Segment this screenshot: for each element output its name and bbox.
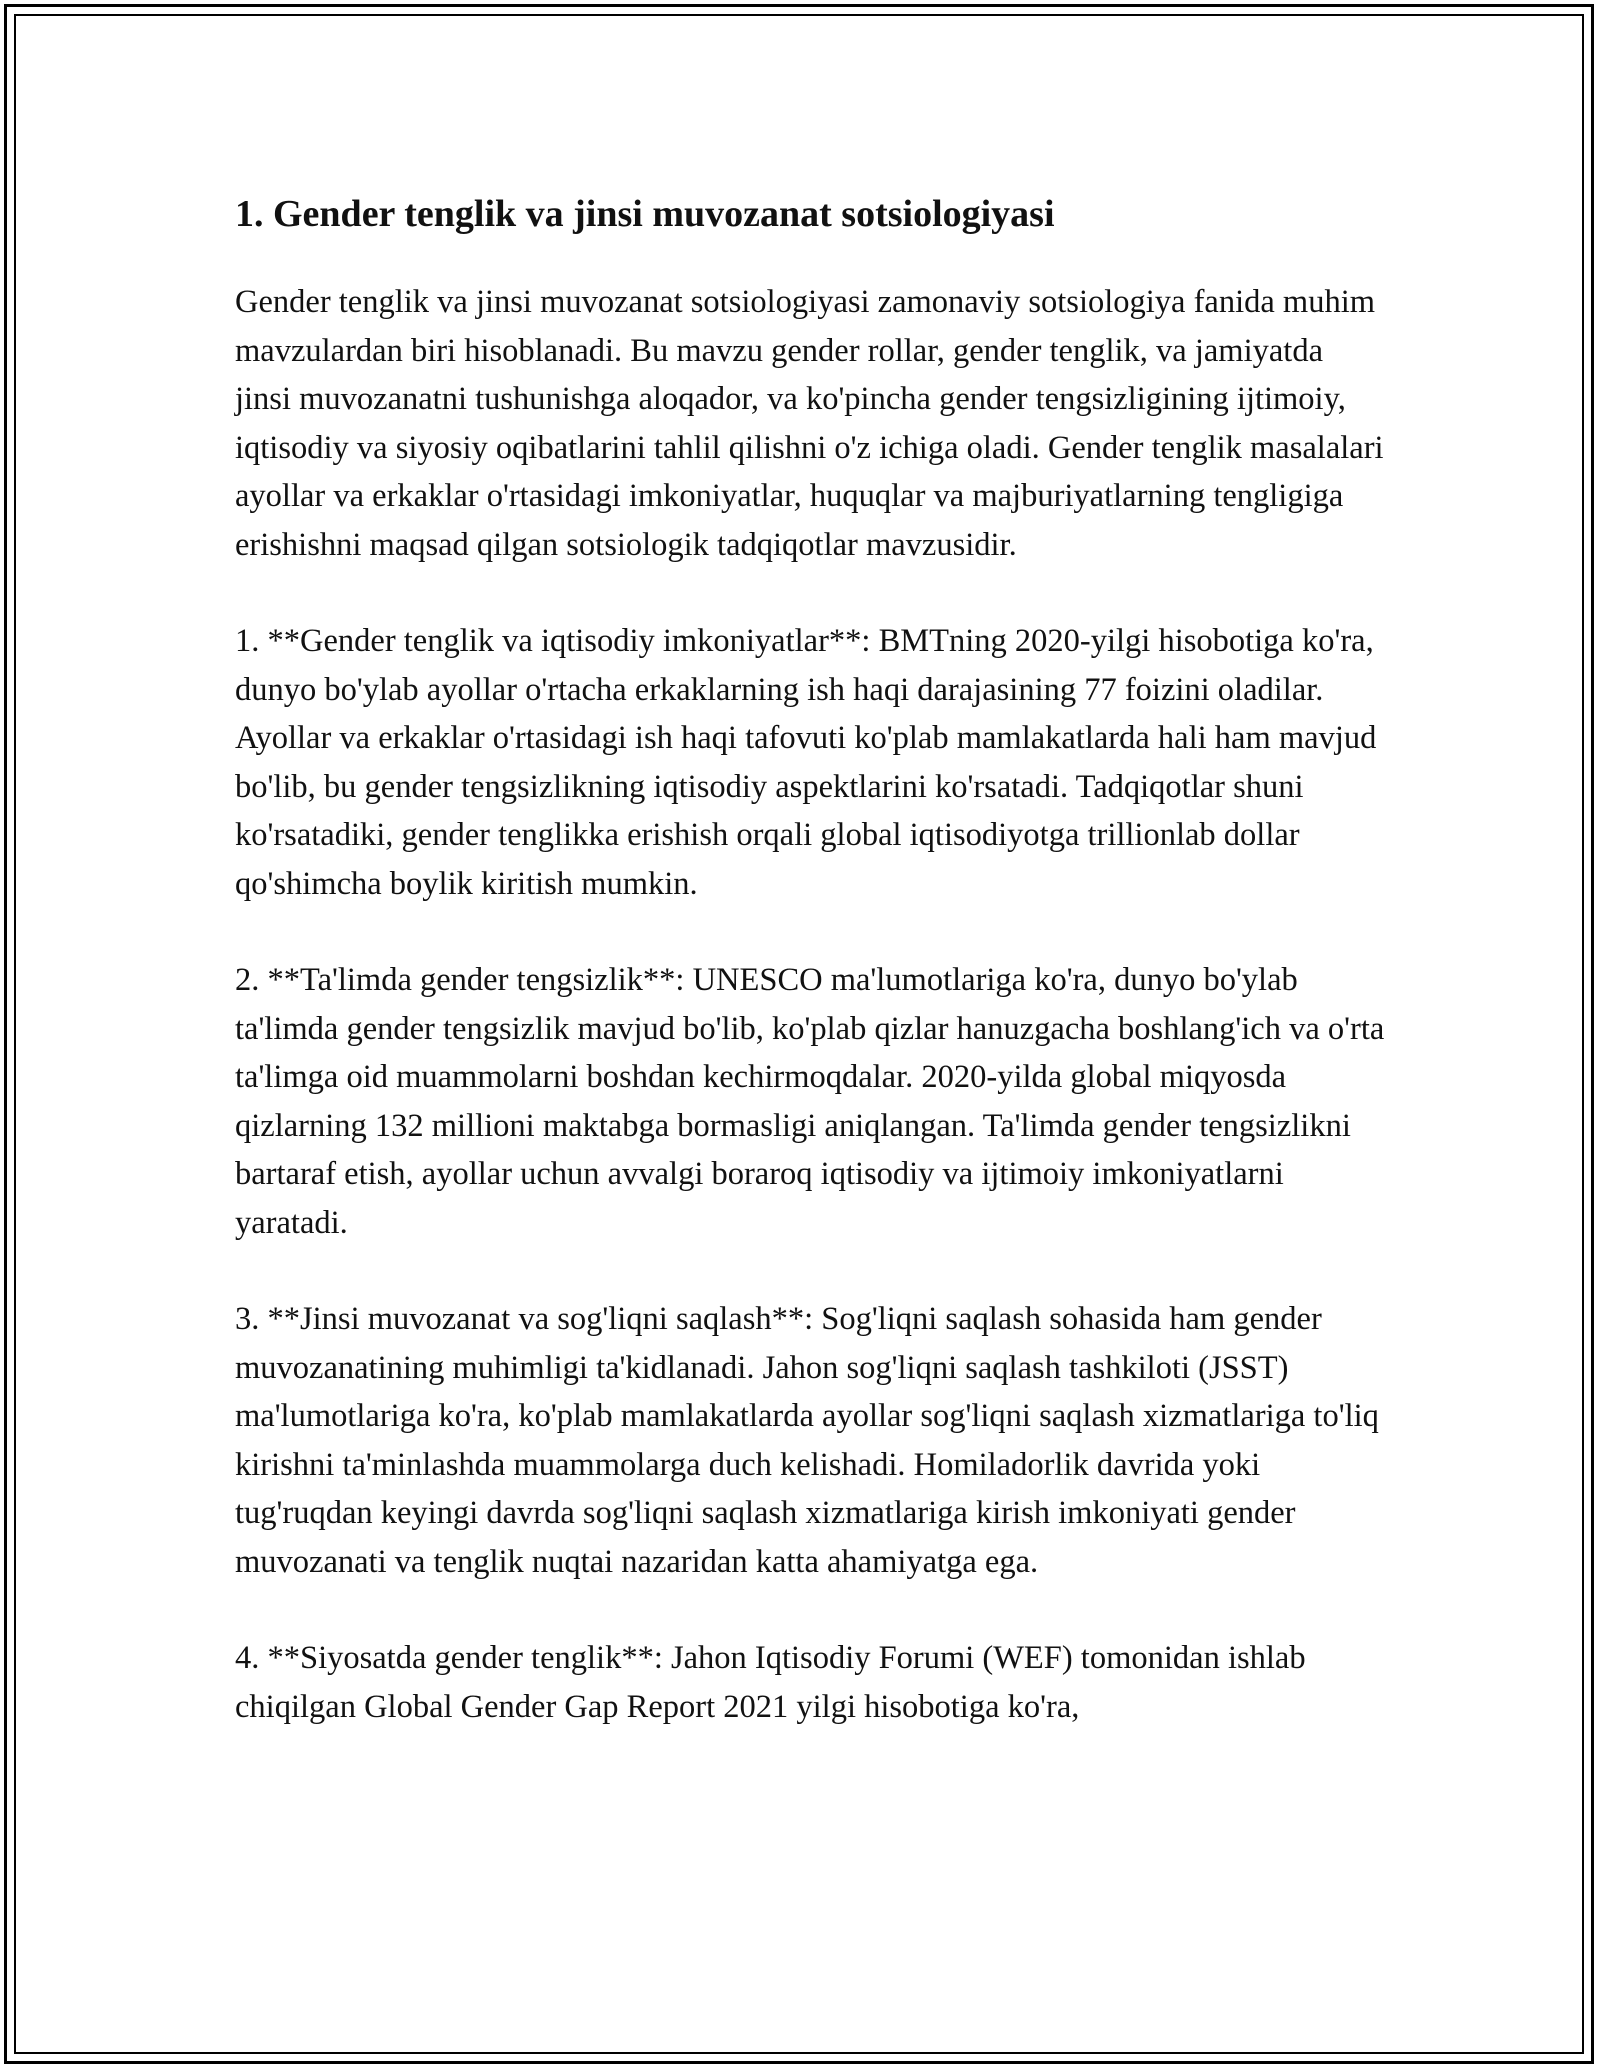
intro-paragraph: Gender tenglik va jinsi muvozanat sotsiologiyasi zamonaviy sotsiologiya fanida muhim mavzulardan biri hisoblanadi. Bu mavzu gender rollar, gender tenglik, va jamiyatda jinsi muvozanatni tushunishga aloqador, va ko'pincha gender tengsizligining ijtimoiy, iqtisodiy va siyosiy oqibatlarini tahlil qilishni o'z ichiga oladi. Gender tenglik masalalari ayollar va erkaklar o'rtasidagi imkoniyatlar, huquqlar va majburiyatlarning tengligiga erishishni maqsad qilgan sotsiologik tadqiqotlar mavzusidir.	[235, 284, 1384, 563]
paragraph-education-inequality: 2. **Ta'limda gender tengsizlik**: UNESCO ma'lumotlariga ko'ra, dunyo bo'ylab ta'limda gender tengsizlik mavjud bo'lib, ko'plab qizlar hanuzgacha boshlang'ich va o'rta ta'limga oid muammolarni boshdan kechirmoqdalar. 2020-yilda global miqyosda qizlarning 132 millioni maktabga bormasligi aniqlangan. Ta'limda gender tengsizlikni bartaraf etish, ayollar uchun avvalgi boraroq iqtisodiy va ijtimoiy imkoniyatlarni yaratadi.	[235, 962, 1385, 1241]
section-heading: 1. Gender tenglik va jinsi muvozanat sotsiologiyasi	[235, 193, 1055, 235]
document-body	[235, 186, 1385, 1779]
paragraph-politics-equality: 4. **Siyosatda gender tenglik**: Jahon Iqtisodiy Forumi (WEF) tomonidan ishlab chiqilgan Global Gender Gap Report 2021 yilgi hisobotiga ko'ra,	[235, 1640, 1306, 1725]
paragraph-economic-opportunities: 1. **Gender tenglik va iqtisodiy imkoniyatlar**: BMTning 2020-yilgi hisobotiga ko'ra, dunyo bo'ylab ayollar o'rtacha erkaklarning ish haqi darajasining 77 foizini oladilar. Ayollar va erkaklar o'rtasidagi ish haqi tafovuti ko'plab mamlakatlarda hali ham mavjud bo'lib, bu gender tengsizlikning iqtisodiy aspektlarini ko'rsatadi. Tadqiqotlar shuni ko'rsatadiki, gender tenglikka erishish orqali global iqtisodiyotga trillionlab dollar qo'shimcha boylik kiritish mumkin.	[235, 623, 1377, 902]
paragraph-healthcare-balance: 3. **Jinsi muvozanat va sog'liqni saqlash**: Sog'liqni saqlash sohasida ham gender muvozanatining muhimligi ta'kidlanadi. Jahon sog'liqni saqlash tashkiloti (JSST) ma'lumotlariga ko'ra, ko'plab mamlakatlarda ayollar sog'liqni saqlash xizmatlariga to'liq kirishni ta'minlashda muammolarga duch kelishadi. Homiladorlik davrida yoki tug'ruqdan keyingi davrda sog'liqni saqlash xizmatlariga kirish imkoniyati gender muvozanati va tenglik nuqtai nazaridan katta ahamiyatga ega.	[235, 1301, 1379, 1580]
